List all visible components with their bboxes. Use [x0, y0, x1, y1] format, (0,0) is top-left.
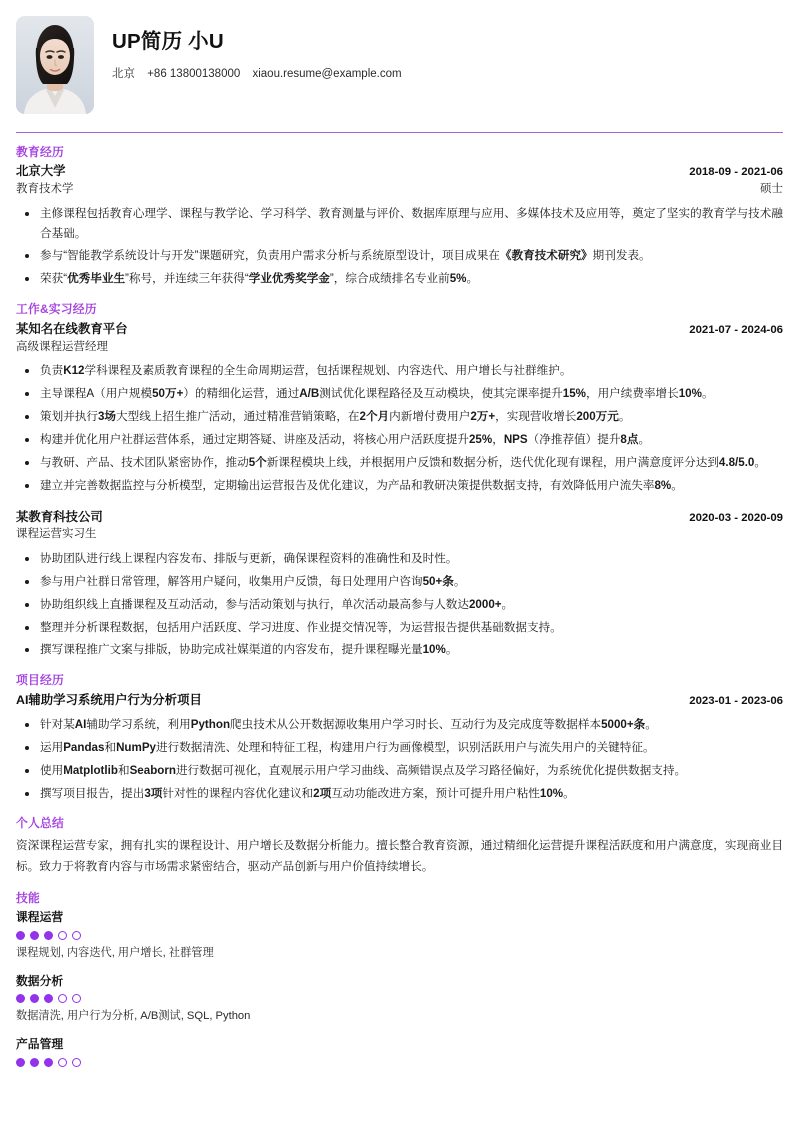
skill-detail: 课程规划, 内容迭代, 用户增长, 社群管理 — [16, 946, 214, 959]
section-title-skills: 技能 — [16, 890, 40, 905]
entry-bullet: 荣获“优秀毕业生”称号，并连续三年获得“学业优秀奖学金”，综合成绩排名专业前5%。 — [16, 269, 783, 289]
skill-level-dot — [44, 994, 53, 1003]
section-summary — [16, 816, 783, 877]
entry-bullet-list — [16, 204, 783, 290]
skill-level-dot — [72, 931, 81, 940]
skill-level-meter — [16, 1058, 783, 1067]
experience-entry — [16, 163, 783, 289]
skill-level-dot — [72, 1058, 81, 1067]
project-entries — [16, 692, 783, 804]
entry-bullet: 整理并分析课程数据，包括用户活跃度、学习进度、作业提交情况等，为运营报告提供基础数据支持。 — [16, 618, 783, 638]
work-entries — [16, 321, 783, 661]
entry-bullet: 负责K12学科课程及素质教育课程的全生命周期运营，包括课程规划、内容迭代、用户增长与社群维护。 — [16, 361, 783, 381]
entry-role: 高级课程运营经理 — [16, 340, 108, 353]
skill-item — [16, 1036, 783, 1067]
candidate-name: UP简历 小U — [112, 30, 224, 53]
skill-level-dot — [72, 994, 81, 1003]
skill-item — [16, 973, 783, 1025]
entry-date-range: 2020-03 - 2020-09 — [689, 511, 783, 524]
entry-role: 课程运营实习生 — [16, 528, 97, 541]
entry-bullet: 建立并完善数据监控与分析模型，定期输出运营报告及优化建议，为产品和教研决策提供数据支持，有效降低用户流失率8%。 — [16, 476, 783, 496]
header-divider — [16, 132, 783, 133]
entry-bullet-list — [16, 715, 783, 804]
header-text-block — [112, 16, 783, 82]
entry-organization: 某知名在线教育平台 — [16, 321, 128, 336]
skill-level-dot — [16, 1058, 25, 1067]
entry-bullet: 撰写课程推广文案与排版，协助完成社媒渠道的内容发布，提升课程曝光量10%。 — [16, 640, 783, 660]
contact-email: xiaou.resume@example.com — [252, 67, 402, 80]
entry-bullet: 针对某AI辅助学习系统，利用Python爬虫技术从公开数据源收集用户学习时长、互动行为及完成度等数据样本5000+条。 — [16, 715, 783, 735]
contact-line — [112, 67, 783, 82]
entry-bullet-list — [16, 361, 783, 496]
section-work — [16, 302, 783, 660]
entry-header-row — [16, 509, 783, 527]
skill-level-dot — [58, 931, 67, 940]
section-education — [16, 145, 783, 289]
entry-subtitle-row — [16, 526, 783, 543]
entry-degree: 硕士 — [760, 183, 783, 196]
skill-level-meter — [16, 994, 783, 1003]
entry-date-range: 2023-01 - 2023-06 — [689, 694, 783, 707]
summary-text: 资深课程运营专家，拥有扎实的课程设计、用户增长及数据分析能力。擅长整合教育资源，通过精细化运营提升课程活跃度和用户满意度，实现商业目标。致力于将教育内容与市场需求紧密结合，驱动产品创新与用户价值持续增长。 — [16, 838, 783, 874]
entry-bullet: 使用Matplotlib和Seaborn进行数据可视化，直观展示用户学习曲线、高频错误点及学习路径偏好，为系统优化提供数据支持。 — [16, 761, 783, 781]
entry-bullet: 协助团队进行线上课程内容发布、排版与更新，确保课程资料的准确性和及时性。 — [16, 549, 783, 569]
entry-bullet: 策划并执行3场大型线上招生推广活动，通过精准营销策略，在2个月内新增付费用户2万+，实现营收增长200万元。 — [16, 407, 783, 427]
profile-photo — [16, 16, 94, 114]
resume-header — [16, 14, 783, 114]
entry-role: 教育技术学 — [16, 183, 74, 196]
skill-level-dot — [16, 994, 25, 1003]
entry-header-row — [16, 163, 783, 181]
section-skills — [16, 891, 783, 1067]
skill-name: 产品管理 — [16, 1036, 64, 1051]
skill-item — [16, 909, 783, 961]
skill-name: 课程运营 — [16, 910, 64, 925]
skill-level-dot — [44, 931, 53, 940]
entry-bullet: 协助组织线上直播课程及互动活动，参与活动策划与执行，单次活动最高参与人数达2000+。 — [16, 595, 783, 615]
section-title-projects: 项目经历 — [16, 673, 64, 688]
skill-detail: 数据清洗, 用户行为分析, A/B测试, SQL, Python — [16, 1010, 251, 1023]
skill-level-dot — [58, 1058, 67, 1067]
skill-level-meter — [16, 931, 783, 940]
skill-level-dot — [30, 994, 39, 1003]
section-title-summary: 个人总结 — [16, 816, 64, 831]
contact-phone: +86 13800138000 — [147, 67, 241, 80]
entry-bullet: 与教研、产品、技术团队紧密协作，推动5个新课程模块上线，并根据用户反馈和数据分析，迭代优化现有课程，用户满意度评分达到4.8/5.0。 — [16, 453, 783, 473]
entry-bullet: 运用Pandas和NumPy进行数据清洗、处理和特征工程，构建用户行为画像模型，识别活跃用户与流失用户的关键特征。 — [16, 738, 783, 758]
entry-date-range: 2021-07 - 2024-06 — [689, 323, 783, 336]
section-title-work: 工作&实习经历 — [16, 302, 97, 317]
skill-name: 数据分析 — [16, 973, 64, 988]
entry-bullet: 构建并优化用户社群运营体系，通过定期答疑、讲座及活动，将核心用户活跃度提升25%，NPS（净推荐值）提升8点。 — [16, 430, 783, 450]
entry-organization: 北京大学 — [16, 164, 66, 179]
experience-entry — [16, 692, 783, 804]
skill-level-dot — [58, 994, 67, 1003]
entry-header-row — [16, 321, 783, 339]
skill-level-dot — [44, 1058, 53, 1067]
experience-entry — [16, 509, 783, 661]
entry-bullet: 撰写项目报告，提出3项针对性的课程内容优化建议和2项互动功能改进方案，预计可提升用户粘性10%。 — [16, 784, 783, 804]
entry-subtitle-row — [16, 339, 783, 356]
education-entries — [16, 163, 783, 289]
skill-list — [16, 909, 783, 1067]
section-projects — [16, 673, 783, 803]
entry-bullet: 参与“智能教学系统设计与开发”课题研究，负责用户需求分析与系统原型设计，项目成果在《教育技术研究》期刊发表。 — [16, 246, 783, 266]
section-title-education: 教育经历 — [16, 145, 64, 159]
entry-bullet-list — [16, 549, 783, 661]
entry-bullet: 主导课程A（用户规模50万+）的精细化运营，通过A/B测试优化课程路径及互动模块，使其完课率提升15%，用户续费率增长10%。 — [16, 384, 783, 404]
entry-bullet: 参与用户社群日常管理，解答用户疑问，收集用户反馈，每日处理用户咨询50+条。 — [16, 572, 783, 592]
entry-header-row — [16, 692, 783, 710]
contact-location: 北京 — [112, 67, 135, 80]
entry-subtitle-row — [16, 181, 783, 198]
skill-level-dot — [30, 931, 39, 940]
skill-level-dot — [16, 931, 25, 940]
entry-organization: 某教育科技公司 — [16, 509, 103, 524]
entry-bullet: 主修课程包括教育心理学、课程与教学论、学习科学、教育测量与评价、数据库原理与应用、多媒体技术及应用等，奠定了坚实的教育学与技术融合基础。 — [16, 204, 783, 244]
entry-organization: AI辅助学习系统用户行为分析项目 — [16, 692, 202, 707]
experience-entry — [16, 321, 783, 496]
skill-level-dot — [30, 1058, 39, 1067]
entry-date-range: 2018-09 - 2021-06 — [689, 166, 783, 179]
